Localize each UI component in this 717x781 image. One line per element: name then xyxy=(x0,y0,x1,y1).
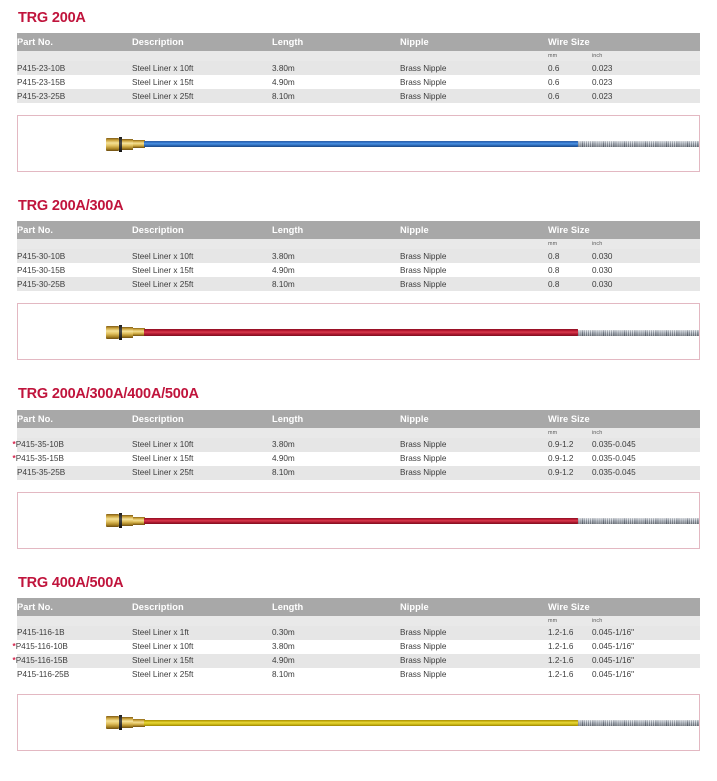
subheader-spacer xyxy=(17,51,132,61)
asterisk-marker: * xyxy=(12,642,16,652)
cell-part-no xyxy=(17,249,132,263)
brass-nipple-head xyxy=(106,716,119,729)
part-no-text: P415-35-25B xyxy=(17,468,66,478)
part-no-text: P415-116-1B xyxy=(17,628,65,638)
table-subheader-row xyxy=(17,616,700,626)
cell-part-no xyxy=(12,438,132,452)
part-no-text: P415-30-15B xyxy=(17,265,66,275)
part-no-text: P415-30-25B xyxy=(17,279,66,289)
subheader-wire-units xyxy=(548,428,700,438)
cell-nipple: Brass Nipple xyxy=(400,626,548,640)
cell-wire-inch: 0.035-0.045 xyxy=(592,440,636,450)
cell-description: Steel Liner x 15ft xyxy=(132,654,272,668)
subheader-spacer xyxy=(400,616,548,626)
cell-description: Steel Liner x 25ft xyxy=(132,668,272,682)
product-image-panel xyxy=(17,115,700,172)
table-row xyxy=(17,249,700,263)
subheader-spacer xyxy=(132,51,272,61)
cell-description: Steel Liner x 25ft xyxy=(132,277,272,291)
cell-wire-size xyxy=(548,75,700,89)
cell-wire-mm: 1.2-1.6 xyxy=(548,656,574,666)
subheader-mm: mm xyxy=(548,241,558,248)
subheader-inch: inch xyxy=(592,617,603,624)
cell-wire-mm: 1.2-1.6 xyxy=(548,670,574,680)
table-row xyxy=(17,654,700,668)
col-header-length: Length xyxy=(272,221,400,239)
part-no-text: P415-30-10B xyxy=(17,251,66,261)
cell-wire-inch: 0.045-1/16" xyxy=(592,670,635,680)
table-row xyxy=(17,640,700,654)
subheader-spacer xyxy=(272,616,400,626)
steel-liner-illustration xyxy=(106,711,676,733)
cell-wire-mm: 0.9-1.2 xyxy=(548,440,574,450)
brass-nipple-body xyxy=(122,327,133,338)
cell-wire-inch: 0.023 xyxy=(592,63,613,73)
col-header-wire-size: Wire Size xyxy=(548,33,700,51)
cell-part-no xyxy=(12,654,132,668)
subheader-spacer xyxy=(132,428,272,438)
cell-wire-inch: 0.045-1/16" xyxy=(592,656,635,666)
subheader-mm: mm xyxy=(548,53,558,60)
section-trg-200a-300a-400a-500a xyxy=(0,387,717,479)
cell-length: 4.90m xyxy=(272,263,400,277)
section-spacer xyxy=(0,549,717,576)
asterisk-marker: * xyxy=(12,656,16,666)
subheader-wire-units xyxy=(548,239,700,249)
cell-description: Steel Liner x 15ft xyxy=(132,452,272,466)
cell-part-no xyxy=(17,626,132,640)
cell-wire-size xyxy=(548,89,700,103)
subheader-inch: inch xyxy=(592,241,603,248)
liner-sheath xyxy=(144,329,578,335)
subheader-wire-units xyxy=(548,616,700,626)
col-header-description: Description xyxy=(132,221,272,239)
cell-wire-inch: 0.045-1/16" xyxy=(592,628,635,638)
spec-table xyxy=(12,410,700,480)
col-header-part-no: Part No. xyxy=(17,598,132,616)
subheader-spacer xyxy=(400,428,548,438)
table-header-row xyxy=(17,410,700,428)
asterisk-marker: * xyxy=(12,454,16,464)
cell-wire-mm: 0.8 xyxy=(548,251,560,261)
cell-length: 0.30m xyxy=(272,626,400,640)
section-trg-200a xyxy=(0,11,717,103)
table-row xyxy=(17,89,700,103)
cell-length: 3.80m xyxy=(272,640,400,654)
cell-nipple: Brass Nipple xyxy=(400,75,548,89)
subheader-spacer xyxy=(132,616,272,626)
cell-nipple: Brass Nipple xyxy=(400,438,548,452)
cell-part-no xyxy=(17,263,132,277)
col-header-nipple: Nipple xyxy=(400,598,548,616)
cell-description: Steel Liner x 10ft xyxy=(132,640,272,654)
col-header-length: Length xyxy=(272,33,400,51)
spec-table xyxy=(17,221,700,291)
part-no-text: P415-23-15B xyxy=(17,77,66,87)
product-image-panel xyxy=(17,694,700,751)
brass-nipple-neck xyxy=(133,140,145,148)
subheader-wire-units xyxy=(548,51,700,61)
cell-wire-mm: 1.2-1.6 xyxy=(548,642,574,652)
brass-nipple-neck xyxy=(133,517,145,525)
cell-wire-inch: 0.045-1/16" xyxy=(592,642,635,652)
cell-description: Steel Liner x 1ft xyxy=(132,626,272,640)
subheader-spacer xyxy=(17,239,132,249)
cell-description: Steel Liner x 25ft xyxy=(132,466,272,480)
section-title: TRG 200A/300A xyxy=(18,198,124,215)
subheader-spacer xyxy=(17,428,132,438)
table-header-row xyxy=(17,33,700,51)
spec-table xyxy=(12,598,700,682)
col-header-part-no: Part No. xyxy=(17,410,132,428)
table-row xyxy=(17,75,700,89)
cell-description: Steel Liner x 25ft xyxy=(132,89,272,103)
cell-description: Steel Liner x 10ft xyxy=(132,438,272,452)
table-subheader-row xyxy=(17,428,700,438)
cell-length: 3.80m xyxy=(272,249,400,263)
section-title: TRG 200A/300A/400A/500A xyxy=(18,386,199,403)
subheader-spacer xyxy=(272,239,400,249)
liner-sheath xyxy=(144,141,578,147)
cell-part-no xyxy=(17,75,132,89)
cell-nipple: Brass Nipple xyxy=(400,640,548,654)
cell-wire-inch: 0.023 xyxy=(592,91,613,101)
cell-length: 8.10m xyxy=(272,466,400,480)
brass-nipple-neck xyxy=(133,328,145,336)
product-image-panel xyxy=(17,492,700,549)
subheader-spacer xyxy=(400,51,548,61)
subheader-spacer xyxy=(272,51,400,61)
cell-wire-mm: 0.6 xyxy=(548,77,560,87)
cell-wire-inch: 0.023 xyxy=(592,77,613,87)
table-row xyxy=(17,263,700,277)
cell-wire-size xyxy=(548,668,700,682)
cell-part-no xyxy=(12,452,132,466)
section-trg-200a-300a xyxy=(0,199,717,291)
brass-nipple-head xyxy=(106,514,119,527)
subheader-inch: inch xyxy=(592,429,603,436)
section-spacer xyxy=(0,172,717,199)
col-header-nipple: Nipple xyxy=(400,410,548,428)
table-row xyxy=(17,61,700,75)
col-header-nipple: Nipple xyxy=(400,33,548,51)
table-row xyxy=(17,466,700,480)
cell-nipple: Brass Nipple xyxy=(400,452,548,466)
col-header-description: Description xyxy=(132,410,272,428)
table-header-row xyxy=(17,598,700,616)
col-header-description: Description xyxy=(132,33,272,51)
col-header-wire-size: Wire Size xyxy=(548,221,700,239)
col-header-nipple: Nipple xyxy=(400,221,548,239)
part-no-text: P415-116-10B xyxy=(15,642,68,652)
cell-wire-inch: 0.030 xyxy=(592,265,613,275)
part-no-text: P415-35-10B xyxy=(15,440,64,450)
cell-description: Steel Liner x 10ft xyxy=(132,249,272,263)
brass-nipple-body xyxy=(122,515,133,526)
cell-length: 3.80m xyxy=(272,61,400,75)
cell-wire-mm: 0.9-1.2 xyxy=(548,454,574,464)
brass-nipple-head xyxy=(106,138,119,151)
table-row xyxy=(17,668,700,682)
part-no-text: P415-116-25B xyxy=(17,670,70,680)
subheader-inch: inch xyxy=(592,53,603,60)
cell-wire-size xyxy=(548,452,700,466)
cell-wire-inch: 0.030 xyxy=(592,279,613,289)
cell-wire-size xyxy=(548,438,700,452)
cell-wire-mm: 0.6 xyxy=(548,63,560,73)
brass-nipple-body xyxy=(122,717,133,728)
subheader-mm: mm xyxy=(548,429,558,436)
cell-wire-size xyxy=(548,640,700,654)
cell-description: Steel Liner x 15ft xyxy=(132,75,272,89)
cell-wire-inch: 0.035-0.045 xyxy=(592,454,636,464)
cell-wire-mm: 0.8 xyxy=(548,279,560,289)
col-header-part-no: Part No. xyxy=(17,33,132,51)
steel-liner-illustration xyxy=(106,321,676,343)
part-no-text: P415-23-25B xyxy=(17,91,66,101)
cell-length: 8.10m xyxy=(272,277,400,291)
col-header-wire-size: Wire Size xyxy=(548,410,700,428)
cell-nipple: Brass Nipple xyxy=(400,249,548,263)
cell-wire-size xyxy=(548,61,700,75)
brass-nipple-head xyxy=(106,326,119,339)
subheader-mm: mm xyxy=(548,617,558,624)
cell-wire-inch: 0.030 xyxy=(592,251,613,261)
cell-part-no xyxy=(17,89,132,103)
cell-description: Steel Liner x 10ft xyxy=(132,61,272,75)
cell-wire-inch: 0.035-0.045 xyxy=(592,468,636,478)
cell-part-no xyxy=(17,668,132,682)
liner-sheath xyxy=(144,518,578,524)
steel-coil-spring xyxy=(578,720,700,726)
cell-wire-mm: 1.2-1.6 xyxy=(548,628,574,638)
cell-nipple: Brass Nipple xyxy=(400,466,548,480)
spec-table xyxy=(17,33,700,103)
cell-nipple: Brass Nipple xyxy=(400,668,548,682)
cell-wire-mm: 0.9-1.2 xyxy=(548,468,574,478)
cell-nipple: Brass Nipple xyxy=(400,263,548,277)
cell-wire-mm: 0.8 xyxy=(548,265,560,275)
section-title: TRG 200A xyxy=(18,10,86,26)
part-no-text: P415-35-15B xyxy=(15,454,64,464)
cell-part-no xyxy=(12,640,132,654)
steel-liner-illustration xyxy=(106,133,676,155)
table-row xyxy=(17,452,700,466)
col-header-part-no: Part No. xyxy=(17,221,132,239)
steel-coil-spring xyxy=(578,330,700,336)
cell-length: 4.90m xyxy=(272,452,400,466)
cell-nipple: Brass Nipple xyxy=(400,89,548,103)
product-image-panel xyxy=(17,303,700,360)
cell-length: 4.90m xyxy=(272,654,400,668)
cell-wire-size xyxy=(548,626,700,640)
subheader-spacer xyxy=(272,428,400,438)
cell-nipple: Brass Nipple xyxy=(400,61,548,75)
brass-nipple-neck xyxy=(133,719,145,727)
cell-length: 8.10m xyxy=(272,668,400,682)
table-row xyxy=(17,438,700,452)
col-header-wire-size: Wire Size xyxy=(548,598,700,616)
cell-length: 8.10m xyxy=(272,89,400,103)
steel-liner-illustration xyxy=(106,509,676,531)
cell-length: 3.80m xyxy=(272,438,400,452)
col-header-length: Length xyxy=(272,598,400,616)
cell-description: Steel Liner x 15ft xyxy=(132,263,272,277)
section-title: TRG 400A/500A xyxy=(18,574,124,591)
cell-nipple: Brass Nipple xyxy=(400,654,548,668)
table-row xyxy=(17,626,700,640)
cell-wire-size xyxy=(548,263,700,277)
cell-wire-size xyxy=(548,654,700,668)
asterisk-marker: * xyxy=(12,440,16,450)
steel-coil-spring xyxy=(578,141,700,147)
cell-wire-size xyxy=(548,277,700,291)
liner-sheath xyxy=(144,720,578,726)
brass-nipple-body xyxy=(122,139,133,150)
cell-wire-mm: 0.6 xyxy=(548,91,560,101)
subheader-spacer xyxy=(400,239,548,249)
part-no-text: P415-116-15B xyxy=(15,656,68,666)
cell-wire-size xyxy=(548,249,700,263)
table-row xyxy=(17,277,700,291)
cell-nipple: Brass Nipple xyxy=(400,277,548,291)
cell-part-no xyxy=(17,61,132,75)
part-no-text: P415-23-10B xyxy=(17,63,66,73)
subheader-spacer xyxy=(17,616,132,626)
cell-length: 4.90m xyxy=(272,75,400,89)
subheader-spacer xyxy=(132,239,272,249)
col-header-length: Length xyxy=(272,410,400,428)
table-header-row xyxy=(17,221,700,239)
section-trg-400a-500a xyxy=(0,576,717,682)
top-spacer xyxy=(0,0,717,11)
cell-part-no xyxy=(17,466,132,480)
section-spacer xyxy=(0,360,717,387)
steel-coil-spring xyxy=(578,518,700,524)
col-header-description: Description xyxy=(132,598,272,616)
table-subheader-row xyxy=(17,239,700,249)
table-subheader-row xyxy=(17,51,700,61)
cell-part-no xyxy=(17,277,132,291)
cell-wire-size xyxy=(548,466,700,480)
